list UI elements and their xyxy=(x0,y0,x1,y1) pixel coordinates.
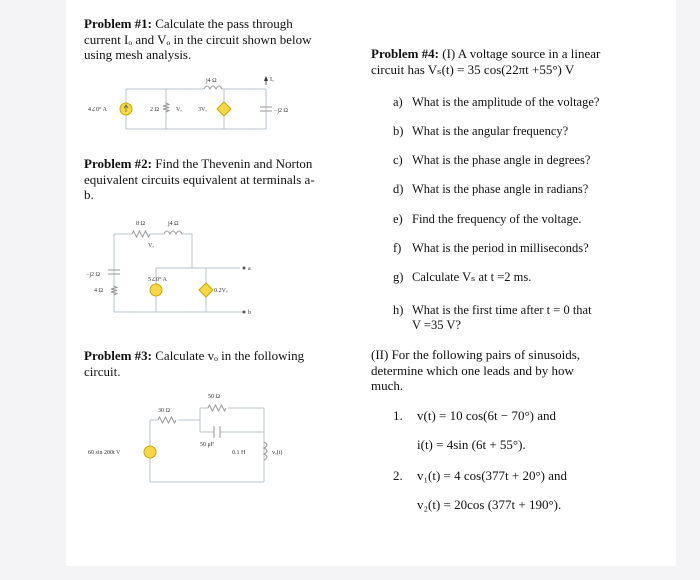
problem-2-text xyxy=(84,156,354,203)
question-b-tag: b) xyxy=(393,124,404,138)
p1-inductor xyxy=(204,86,222,89)
p2-terminal-a: a xyxy=(248,266,251,272)
p2-r-left-label: 4 Ω xyxy=(94,288,103,294)
problem-4-heading: Problem #4: xyxy=(371,46,439,61)
problem-1-line-3: using mesh analysis. xyxy=(84,47,192,62)
problem-3-heading: Problem #3: xyxy=(84,348,152,363)
question-d xyxy=(393,182,633,197)
question-f xyxy=(393,241,633,256)
question-a xyxy=(393,95,633,110)
question-e-tag: e) xyxy=(393,212,403,226)
pair-2-num: 2. xyxy=(393,468,403,483)
problem-3-text xyxy=(84,348,344,379)
problem-3-circuit xyxy=(84,388,304,488)
p2-current-source xyxy=(150,284,162,296)
p2-dependent-source xyxy=(199,283,213,297)
problem-4-part-2 xyxy=(371,347,631,394)
p3-source-label: 60 sin 200t V xyxy=(88,450,121,456)
p1-vo-label: Vₒ xyxy=(176,107,183,113)
p1-dep-label: 3Vₒ xyxy=(198,107,208,113)
question-h-tag: h) xyxy=(393,303,404,317)
p2-l-top-label: j4 Ω xyxy=(168,221,179,227)
p2-r-top-label: 8 Ω xyxy=(136,221,145,227)
question-b-text: What is the angular frequency? xyxy=(412,124,569,138)
p1-dependent-source xyxy=(217,102,231,116)
p3-ind-label: 0.1 H xyxy=(232,450,246,456)
p2-cap-label: −j2 Ω xyxy=(86,272,101,278)
question-b xyxy=(393,124,633,139)
sinusoid-pair-1 xyxy=(393,408,653,468)
question-a-text: What is the amplitude of the voltage? xyxy=(412,95,600,109)
problem-2-heading: Problem #2: xyxy=(84,156,152,171)
p2-terminal-b: b xyxy=(248,310,251,316)
p3-r2-label: 50 Ω xyxy=(208,394,220,400)
question-c-text: What is the phase angle in degrees? xyxy=(412,153,591,167)
problem-1-line-2: current Iₒ and Vₒ in the circuit shown below xyxy=(84,31,312,47)
question-h-text-2: V =35 V? xyxy=(412,318,461,332)
p2-source-label: 5∠0° A xyxy=(148,277,167,283)
question-c xyxy=(393,153,633,168)
part-2-line-2: determine which one leads and by how xyxy=(371,362,574,378)
p2-resistor-top xyxy=(132,231,150,237)
problem-1-circuit xyxy=(84,72,304,142)
question-a-tag: a) xyxy=(393,95,403,109)
question-h-text: What is the first time after t = 0 that xyxy=(412,303,592,317)
problem-4-intro: (I) A voltage source in a linear xyxy=(442,46,601,61)
problem-3-line-2: circuit. xyxy=(84,363,121,379)
question-d-text: What is the phase angle in radians? xyxy=(412,182,589,196)
pair-1-line-1: v(t) = 10 cos(6t − 70°) and xyxy=(417,408,557,423)
p1-r-label: 2 Ω xyxy=(150,107,159,113)
p3-r2 xyxy=(208,405,226,411)
question-g-text: Calculate Vₛ at t =2 ms. xyxy=(412,270,532,284)
problem-1-line-1: Calculate the pass through xyxy=(155,16,293,31)
p3-r1-label: 30 Ω xyxy=(158,408,170,414)
p2-vo-label: Vₒ xyxy=(148,243,155,249)
problem-1-text xyxy=(84,16,344,63)
question-e-text: Find the frequency of the voltage. xyxy=(412,212,582,226)
part-2-line-3: much. xyxy=(371,378,404,393)
question-c-tag: c) xyxy=(393,153,403,167)
pair-2-line-2: v₂(t) = 20cos (377t + 190°). xyxy=(417,497,562,512)
problem-2-line-3: b. xyxy=(84,187,94,202)
page-bottom-margin xyxy=(0,566,700,580)
question-d-tag: d) xyxy=(393,182,404,196)
p3-r1 xyxy=(158,417,176,423)
p3-voltage-source xyxy=(144,446,156,458)
problem-3-line-1: Calculate vₒ in the following xyxy=(155,348,305,363)
part-2-line-1: (II) For the following pairs of sinusoids, xyxy=(371,347,581,362)
p1-cap-label: −j2 Ω xyxy=(274,108,289,114)
p1-inductor-label: j4 Ω xyxy=(206,78,217,84)
problem-4-formula: circuit has Vₛ(t) = 35 cos(22πt +55°) V xyxy=(371,61,575,77)
question-g-tag: g) xyxy=(393,270,404,284)
question-f-tag: f) xyxy=(393,241,402,255)
p2-inductor xyxy=(164,231,182,234)
sinusoid-pair-2 xyxy=(393,468,653,528)
p1-source-label: 4∠0° A xyxy=(88,107,107,113)
p3-vo-label: vₒ(t) xyxy=(272,450,283,456)
pair-1-line-2: i(t) = 4sin (6t + 55°). xyxy=(417,437,526,452)
problem-1-heading: Problem #1: xyxy=(84,16,152,31)
p1-io-label: Iₒ xyxy=(270,77,274,83)
question-e xyxy=(393,212,633,227)
question-f-text: What is the period in milliseconds? xyxy=(412,241,589,255)
pair-1-num: 1. xyxy=(393,408,403,423)
problem-4-header xyxy=(371,46,631,77)
p2-dep-label: 0.2Vₒ xyxy=(214,288,228,294)
question-g xyxy=(393,270,633,285)
problem-2-line-2: equivalent circuits equivalent at terminals a- xyxy=(84,171,315,187)
problem-2-circuit xyxy=(84,212,284,322)
p3-cap-label: 50 μF xyxy=(200,442,215,448)
problem-2-line-1: Find the Thevenin and Norton xyxy=(155,156,313,171)
pair-2-line-1: v₁(t) = 4 cos(377t + 20°) and xyxy=(417,468,568,483)
question-h xyxy=(393,303,633,333)
